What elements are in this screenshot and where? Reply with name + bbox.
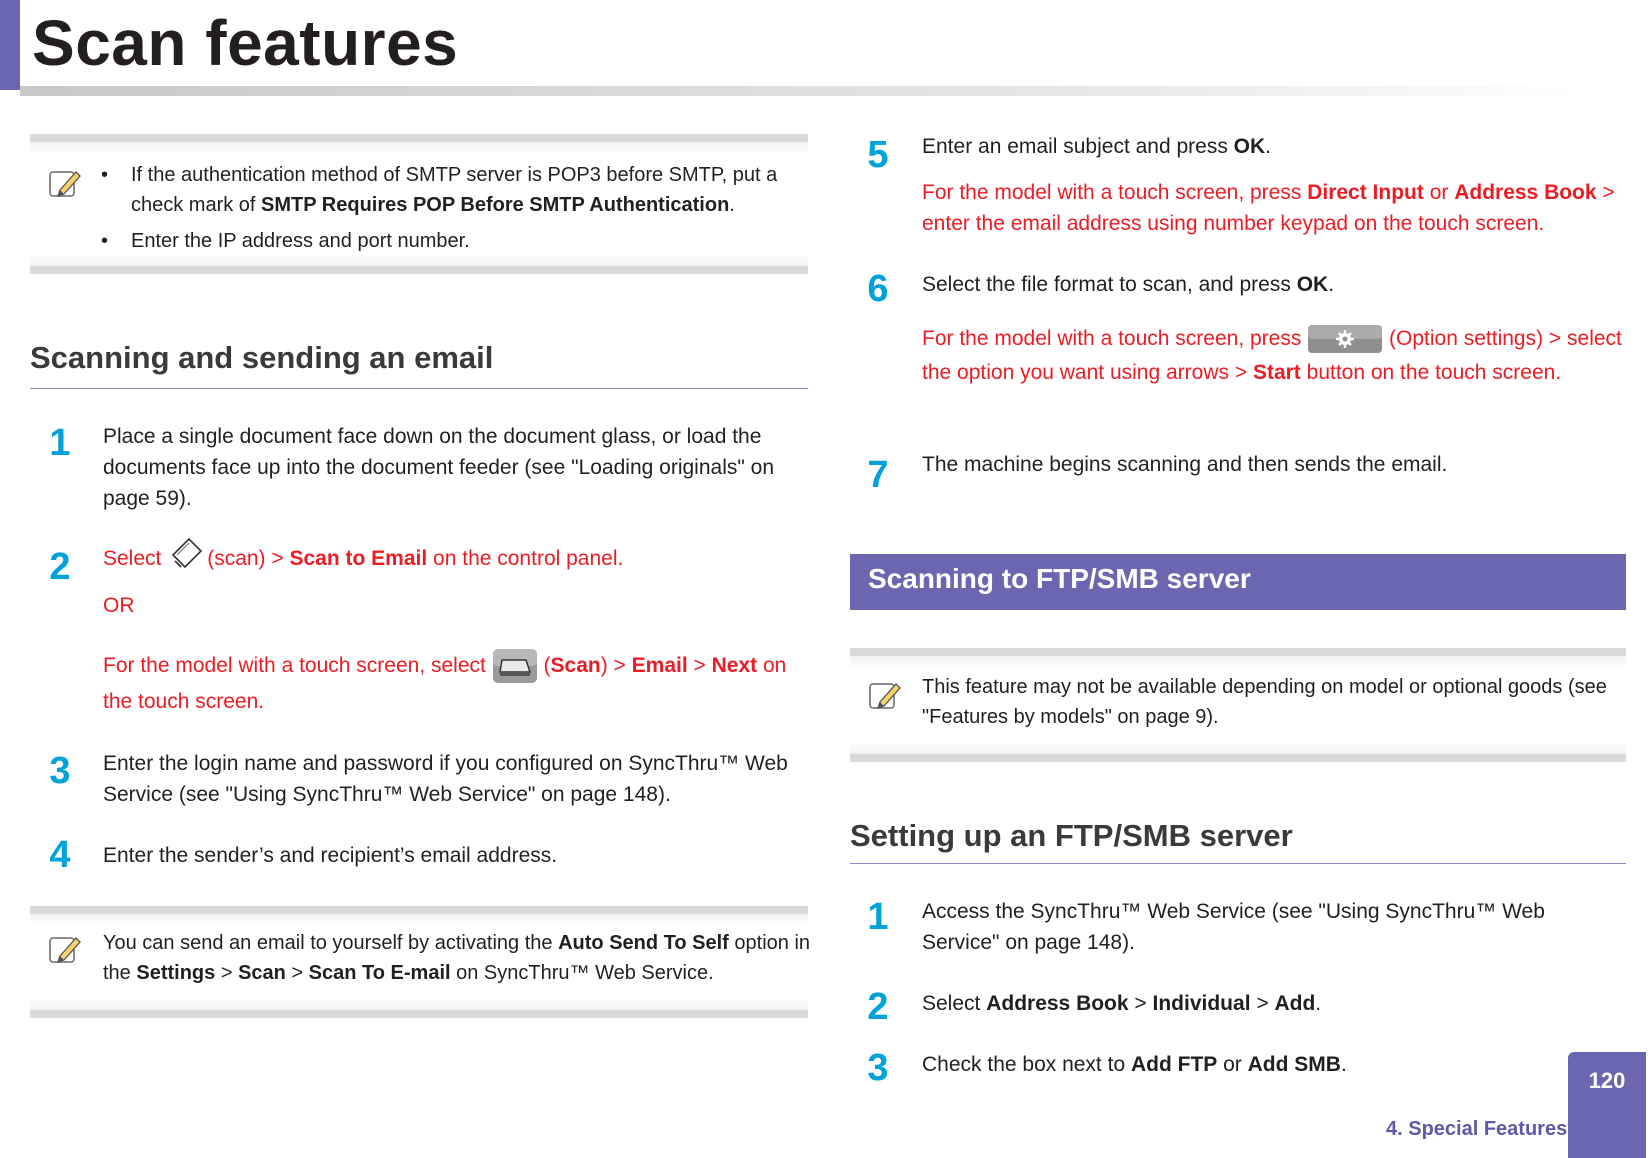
scan-icon	[167, 533, 207, 573]
section-divider	[850, 863, 1626, 864]
bullet-glyph: •	[101, 164, 109, 186]
page-number	[1568, 1052, 1646, 1158]
pencil-note-icon	[46, 166, 82, 202]
scan-touch-button-icon	[492, 648, 538, 684]
step-text: Select Address Book > Individual > Add.	[922, 992, 1322, 1015]
step-text: Place a single document face down on the document glass, or load the documents face up into the document feeder (see "Loading originals" on page 59).	[103, 425, 775, 510]
step-text: Enter an email subject and press OK.	[922, 135, 1272, 158]
step-touch-text: For the model with a touch screen, press Direct Input or Address Book > enter the email address using number keypad on the touch screen.	[922, 181, 1615, 235]
step-text: Select (scan) > Scan to Email on the control panel.	[103, 543, 808, 574]
list-item: • Enter the IP address and port number.	[131, 226, 811, 256]
pencil-note-icon	[46, 932, 82, 968]
step-touch-text: For the model with a touch screen, press (Option settings) > select the option you want using arrows > Start button on the touch screen.	[922, 322, 1627, 390]
step-number: 2	[867, 986, 889, 1028]
step-text: Enter the login name and password if you configured on SyncThru™ Web Service (see "Using SyncThru™ Web Service" on page 148).	[103, 752, 788, 806]
step-touch-text: For the model with a touch screen, select (Scan) > Email > Next on the touch screen.	[103, 648, 808, 720]
step-number: 1	[867, 896, 889, 938]
step-text: Check the box next to Add FTP or Add SMB.	[922, 1053, 1347, 1076]
step-number: 5	[867, 134, 889, 176]
page-title: Scan features	[32, 7, 459, 79]
step-text: The machine begins scanning and then sends the email.	[922, 453, 1448, 476]
step-number: 6	[867, 268, 889, 310]
section-heading-email: Scanning and sending an email	[30, 340, 494, 375]
step-text: Enter the sender’s and recipient’s email address.	[103, 844, 558, 867]
footer-chapter: 4. Special Features	[1386, 1118, 1568, 1140]
title-accent-bar	[0, 0, 20, 90]
or-text: OR	[103, 594, 135, 617]
step-number: 3	[867, 1047, 889, 1089]
step-number: 2	[49, 546, 71, 588]
step-number: 7	[867, 454, 889, 496]
option-settings-button-icon	[1307, 324, 1383, 354]
banner-title: Scanning to FTP/SMB server	[868, 563, 1251, 594]
note-text-smtp	[101, 160, 811, 262]
bullet-glyph: •	[101, 230, 109, 252]
step-number: 1	[49, 422, 71, 464]
section-banner-ftp	[850, 554, 1626, 610]
list-item: • If the authentication method of SMTP server is POP3 before SMTP, put a check mark of SMTP Requires POP Before SMTP Authentication.	[131, 160, 811, 220]
step-text: Access the SyncThru™ Web Service (see "Using SyncThru™ Web Service" on page 148).	[922, 900, 1545, 954]
section-divider	[30, 388, 808, 389]
note-text-auto-send: You can send an email to yourself by activating the Auto Send To Self option in the Settings > Scan > Scan To E-mail on SyncThru™ Web Service.	[103, 932, 811, 984]
note-text-availability: This feature may not be available depending on model or optional goods (see "Features by models" on page 9).	[922, 676, 1607, 728]
step-number: 3	[49, 750, 71, 792]
step-text: Select the file format to scan, and press OK.	[922, 273, 1335, 296]
page-number-text: 120	[1588, 1068, 1626, 1093]
step-number: 4	[49, 834, 71, 876]
title-divider	[20, 86, 1580, 96]
section-heading-setup: Setting up an FTP/SMB server	[850, 818, 1293, 853]
pencil-note-icon	[866, 678, 902, 714]
